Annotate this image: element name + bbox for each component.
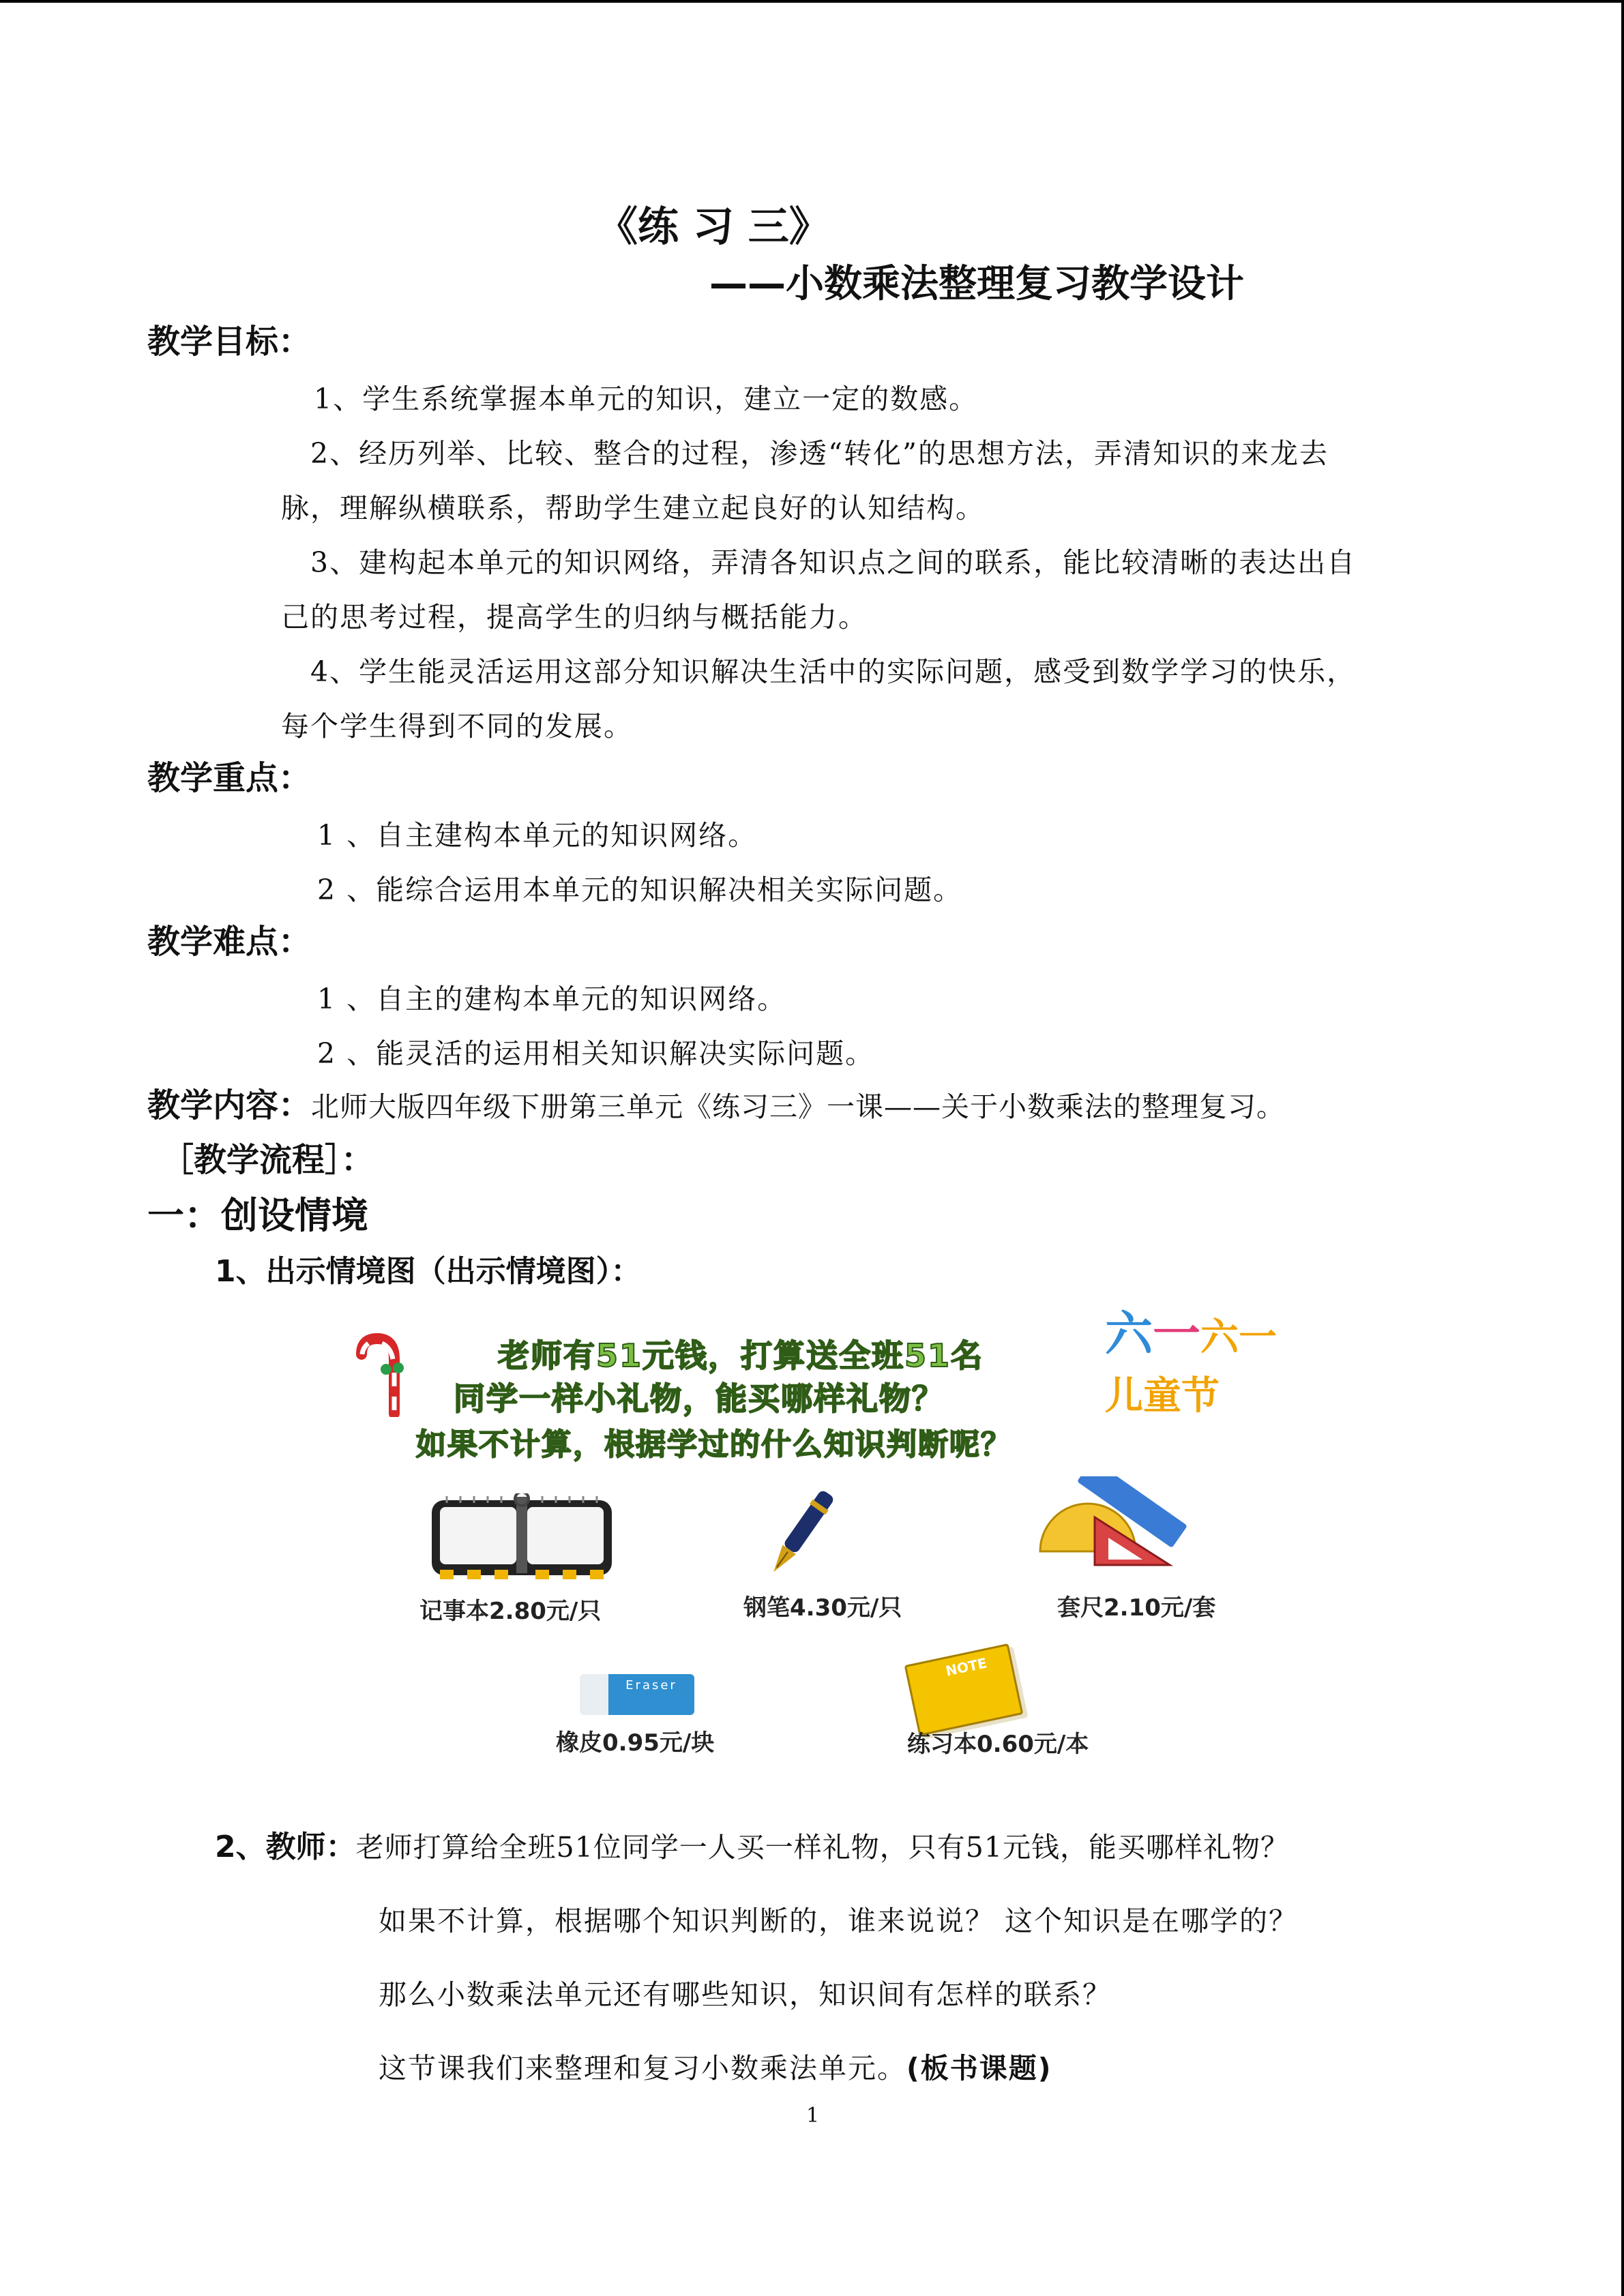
page-border-top <box>0 0 1624 3</box>
difficulties-heading: 教学难点： <box>147 923 312 961</box>
section1-heading: 一：创设情境 <box>147 1194 368 1237</box>
objectives-heading: 教学目标： <box>147 323 312 361</box>
situation-illustration <box>341 1289 1310 1773</box>
step2-text-2: 如果不计算，根据哪个知识判断的，谁来说说？ 这个知识是在哪学的？ <box>379 1905 1299 1937</box>
objective-2-line2: 脉，理解纵横联系，帮助学生建立起良好的认知结构。 <box>281 492 985 524</box>
item-label-eraser: 橡皮0.95元/块 <box>556 1729 715 1757</box>
key-point-1: 1 、自主建构本单元的知识网络。 <box>317 819 758 852</box>
step2-text-3: 那么小数乘法单元还有哪些知识，知识间有怎样的联系？ <box>379 1978 1112 2011</box>
step2-text-1: 老师打算给全班51位同学一人买一样礼物，只有51元钱，能买哪样礼物？ <box>355 1831 1289 1864</box>
objective-4-line2: 每个学生得到不同的发展。 <box>281 710 633 743</box>
objective-3-line1: 3、建构起本单元的知识网络，弄清各知识点之间的联系，能比较清晰的表达出自 <box>310 546 1357 579</box>
banner-line-3: 如果不计算，根据学过的什么知识判断呢？ <box>416 1427 1012 1462</box>
candy-cane-icon <box>353 1328 415 1417</box>
difficulty-2: 2 、能灵活的运用相关知识解决实际问题。 <box>317 1037 875 1070</box>
item-label-exercise-book: 练习本0.60元/本 <box>907 1731 1089 1758</box>
document-title: 《练 习 三》 <box>597 203 830 251</box>
logo-text: 六一儿童节 <box>1105 1315 1277 1418</box>
document-subtitle: ——小数乘法整理复习教学设计 <box>709 262 1244 306</box>
difficulty-1: 1 、自主的建构本单元的知识网络。 <box>317 983 787 1015</box>
content-line <box>147 1079 1285 1126</box>
exercise-book-text: NOTE <box>944 1654 988 1680</box>
banner-line-2: 同学一样小礼物，能买哪样礼物？ <box>454 1380 945 1417</box>
item-label-notebook: 记事本2.80元/只 <box>419 1598 602 1625</box>
content-label: 教学内容： <box>147 1086 312 1124</box>
eraser-icon <box>580 1674 694 1715</box>
page-border-right <box>1621 0 1624 2296</box>
step2-line4 <box>379 2046 1052 2086</box>
item-label-pen: 钢笔4.30元/只 <box>743 1594 902 1622</box>
exercise-book-icon <box>904 1643 1024 1736</box>
childrens-day-logo: 六一六一儿童节 <box>1105 1306 1277 1418</box>
section1-step1: 1、出示情境图（出示情境图）： <box>215 1254 641 1289</box>
step2-text-4: 这节课我们来整理和复习小数乘法单元。 <box>379 2052 906 2085</box>
objective-4-line1: 4、学生能灵活运用这部分知识解决生活中的实际问题，感受到数学学习的快乐， <box>310 655 1357 688</box>
process-heading: ［教学流程］： <box>161 1141 374 1179</box>
objective-1: 1、学生系统掌握本单元的知识，建立一定的数感。 <box>314 383 979 415</box>
key-point-2: 2 、能综合运用本单元的知识解决相关实际问题。 <box>317 874 963 906</box>
key-points-heading: 教学重点： <box>147 759 312 797</box>
pen-icon <box>764 1480 839 1585</box>
banner-line-1: 老师有51元钱，打算送全班51名 <box>498 1337 984 1374</box>
eraser-text: Eraser <box>625 1678 677 1693</box>
step2-label: 2、教师： <box>215 1830 356 1864</box>
board-note: (板书课题) <box>906 2052 1052 2085</box>
ruler-set-icon <box>1033 1476 1197 1579</box>
step2-line1 <box>215 1822 1289 1866</box>
objective-3-line2: 己的思考过程，提高学生的归纳与概括能力。 <box>281 601 868 633</box>
objective-2-line1: 2、经历列举、比较、整合的过程，渗透“转化”的思想方法，弄清知识的来龙去 <box>310 437 1329 470</box>
content-text: 北师大版四年级下册第三单元《练习三》一课——关于小数乘法的整理复习。 <box>311 1090 1286 1123</box>
item-label-ruler-set: 套尺2.10元/套 <box>1057 1594 1216 1622</box>
page-number: 1 <box>806 2104 820 2128</box>
notebook-icon <box>426 1493 617 1585</box>
